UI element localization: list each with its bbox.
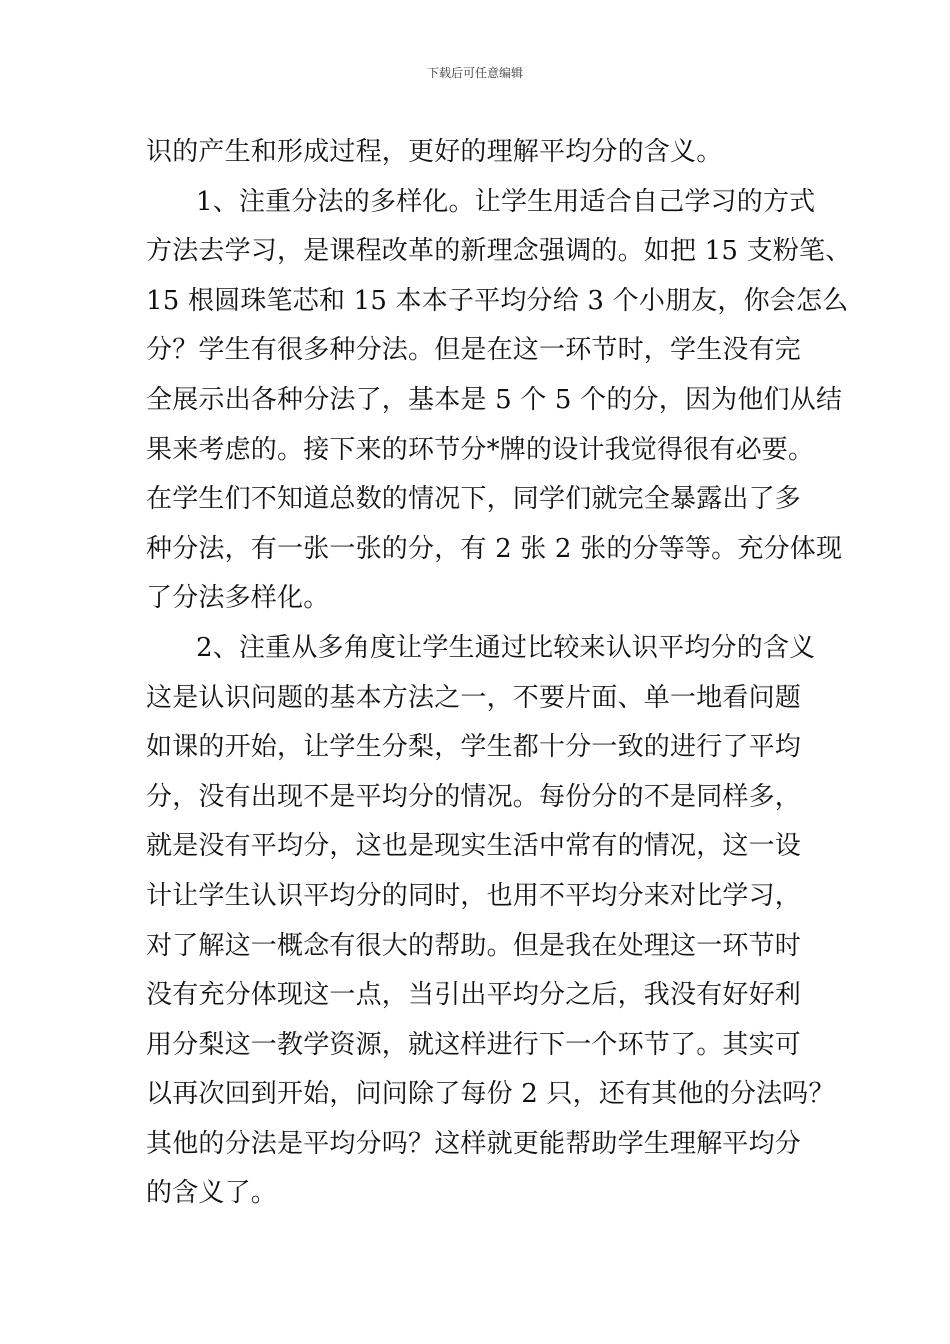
text-line: 用分梨这一教学资源，就这样进行下一个环节了。其实可 (146, 1029, 802, 1060)
text-line: 分，没有出现不是平均分的情况。每份分的不是同样多， (146, 781, 802, 812)
text-line: 在学生们不知道总数的情况下，同学们就完全暴露出了多 (146, 484, 802, 515)
text-line: 果来考虑的。接下来的环节分*牌的设计我觉得很有必要。 (146, 434, 815, 465)
text-line: 识的产生和形成过程，更好的理解平均分的含义。 (146, 137, 723, 167)
text-line: 这是认识问题的基本方法之一，不要片面、单一地看问题 (146, 682, 802, 713)
text-line: 对了解这一概念有很大的帮助。但是我在处理这一环节时 (146, 930, 802, 961)
text-line: 如课的开始，让学生分梨，学生都十分一致的进行了平均 (146, 732, 802, 763)
text-line: 方法去学习，是课程改革的新理念强调的。如把 15 支粉笔、 (146, 236, 852, 267)
text-line: 计让学生认识平均分的同时，也用不平均分来对比学习， (146, 880, 802, 911)
paragraph-start-line: 2、注重从多角度让学生通过比较来认识平均分的含义 (196, 632, 816, 663)
text-line: 以再次回到开始，问问除了每份 2 只，还有其他的分法吗？ (146, 1079, 835, 1110)
text-line: 分？学生有很多种分法。但是在这一环节时，学生没有完 (146, 335, 802, 366)
text-line: 就是没有平均分，这也是现实生活中常有的情况，这一设 (146, 831, 802, 862)
page-header: 下载后可任意编辑 (426, 66, 523, 80)
text-line: 的含义了。 (146, 1178, 278, 1209)
text-line: 种分法，有一张一张的分，有 2 张 2 张的分等等。充分体现 (146, 533, 843, 564)
text-line: 全展示出各种分法了，基本是 5 个 5 个的分，因为他们从结 (146, 384, 843, 415)
text-line: 了分法多样化。 (146, 583, 330, 614)
text-line: 15 根圆珠笔芯和 15 本本子平均分给 3 个小朋友，你会怎么 (146, 285, 849, 316)
document-body (146, 128, 852, 1219)
text-line: 没有充分体现这一点，当引出平均分之后，我没有好好利 (146, 980, 802, 1011)
text-line: 其他的分法是平均分吗？这样就更能帮助学生理解平均分 (146, 1128, 802, 1159)
paragraph-start-line: 1、注重分法的多样化。让学生用适合自己学习的方式 (196, 186, 816, 217)
